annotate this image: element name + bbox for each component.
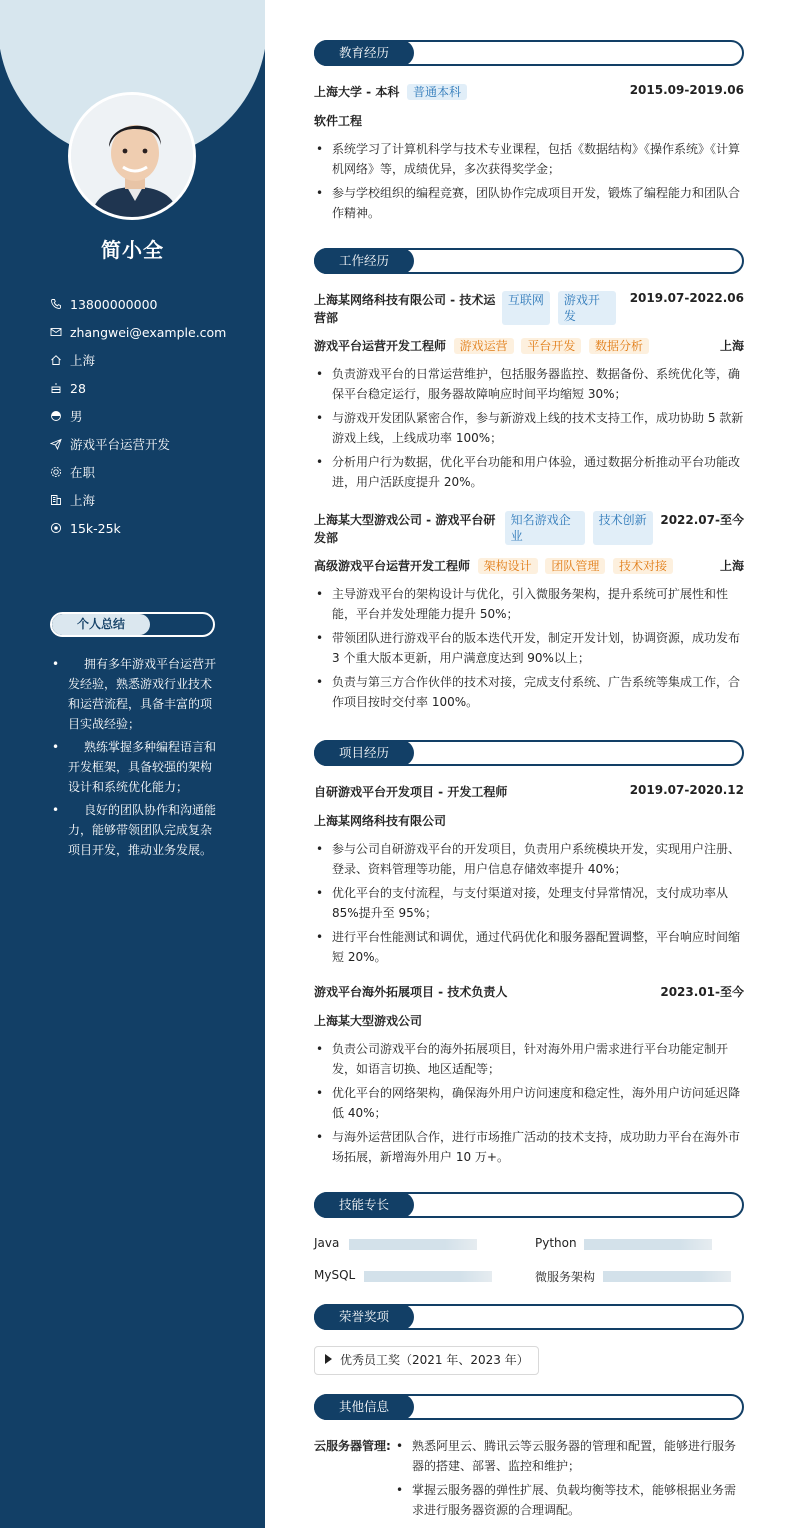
job-position: 游戏平台运营开发工程师: [314, 339, 447, 353]
skill-tag: 团队管理: [545, 558, 605, 574]
job-block: [314, 511, 744, 716]
skill-tag: 数据分析: [589, 338, 649, 354]
skill-bar: [364, 1271, 492, 1282]
job-block: [314, 291, 744, 496]
gender-icon: [50, 410, 62, 422]
section-awards-header: [314, 1304, 744, 1330]
contact-info: [50, 290, 226, 542]
mail-icon: [50, 326, 62, 338]
skill-name: MySQL: [314, 1268, 356, 1282]
job-list: [314, 364, 744, 492]
age-text: 28: [70, 380, 86, 396]
project-item: • 参与公司自研游戏平台的开发项目，负责用户系统模块开发，实现用户注册、登录、资料管理等功能，用户信息存储效率提升 40%；: [314, 839, 744, 879]
position-text: 游戏平台运营开发: [70, 437, 171, 452]
edu-item: • 系统学习了计算机科学与技术专业课程，包括《数据结构》《操作系统》《计算机网络》等，成绩优异，多次获得奖学金；: [314, 139, 744, 179]
section-title: 项目经历: [314, 740, 414, 766]
section-title: 其他信息: [314, 1394, 414, 1420]
project-name: 游戏平台海外拓展项目 - 技术负责人: [314, 985, 508, 999]
info-phone: [50, 290, 226, 318]
phone-text: 13800000000: [70, 296, 158, 312]
project-date: 2019.07-2020.12: [629, 783, 744, 797]
section-projects-header: [314, 740, 744, 766]
project-date: 2023.01-至今: [660, 985, 744, 999]
job-item: • 分析用户行为数据，优化平台功能和用户体验，通过数据分析推动平台功能改进，用户活跃度提升 20%。: [314, 452, 744, 492]
skill-bar: [603, 1271, 731, 1282]
section-skills-header: [314, 1192, 744, 1218]
project-item: • 与海外运营团队合作，进行市场推广活动的技术支持，成功助力平台在海外市场拓展，新增海外用户 10 万+。: [314, 1127, 744, 1167]
industry-tag: 技术创新: [593, 511, 653, 545]
sidebar: [0, 0, 265, 1528]
skill-bar: [584, 1239, 712, 1250]
job-item: • 主导游戏平台的架构设计与优化，引入微服务架构，提升系统可扩展性和性能，平台并发处理能力提升 50%；: [314, 584, 744, 624]
job-date: 2022.07-至今: [660, 513, 744, 527]
city-text: 上海: [70, 493, 96, 508]
skill-tag: 平台开发: [521, 338, 581, 354]
section-title: 教育经历: [314, 40, 414, 66]
summary-list: [68, 654, 218, 863]
skill-tag: 技术对接: [613, 558, 673, 574]
job-company: 上海某网络科技有限公司 - 技术运营部: [314, 293, 496, 325]
info-location: [50, 346, 226, 374]
salary-text: 15k-25k: [70, 520, 121, 536]
job-date: 2019.07-2022.06: [629, 291, 744, 305]
skill-name: Java: [314, 1236, 340, 1250]
job-company: 上海某大型游戏公司 - 游戏平台研发部: [314, 513, 496, 545]
info-status: [50, 458, 226, 486]
project-item: • 负责公司游戏平台的海外拓展项目，针对海外用户需求进行平台功能定制开发，如语言切换、地区适配等；: [314, 1039, 744, 1079]
info-gender: [50, 402, 226, 430]
phone-icon: [50, 298, 62, 310]
skill-bar: [349, 1239, 477, 1250]
project-item: • 进行平台性能测试和调优，通过代码优化和服务器配置调整，平台响应时间缩短 20%。: [314, 927, 744, 967]
award-item[interactable]: [314, 1346, 539, 1375]
project-item: • 优化平台的支付流程，与支付渠道对接，处理支付异常情况，支付成功率从 85%提升至 95%；: [314, 883, 744, 923]
project-company: 上海某大型游戏公司: [314, 1014, 423, 1028]
section-title: 工作经历: [314, 248, 414, 274]
job-item: • 负责与第三方合作伙伴的技术对接，完成支付系统、广告系统等集成工作，合作项目按时交付率 100%。: [314, 672, 744, 712]
industry-tag: 游戏开发: [558, 291, 616, 325]
project-company: 上海某网络科技有限公司: [314, 814, 447, 828]
building-icon: [50, 494, 62, 506]
summary-item: • 良好的团队协作和沟通能力，能够带领团队完成复杂项目开发，推动业务发展。: [68, 800, 218, 860]
project-item: • 优化平台的网络架构，确保海外用户访问速度和稳定性，海外用户访问延迟降低 40%；: [314, 1083, 744, 1123]
profile-name: 简小全: [101, 238, 164, 262]
job-item: • 负责游戏平台的日常运营维护，包括服务器监控、数据备份、系统优化等，确保平台稳定运行，服务器故障响应时间平均缩短 30%；: [314, 364, 744, 404]
job-item: • 与游戏开发团队紧密合作，参与新游戏上线的技术支持工作，成功协助 5 款新游戏上线，上线成功率 100%；: [314, 408, 744, 448]
salary-icon: [50, 522, 62, 534]
edu-item: • 参与学校组织的编程竞赛，团队协作完成项目开发，锻炼了编程能力和团队合作精神。: [314, 183, 744, 223]
summary-item: • 拥有多年游戏平台运营开发经验，熟悉游戏行业技术和运营流程，具备丰富的项目实战经验；: [68, 654, 218, 734]
job-city: 上海: [719, 339, 744, 353]
status-icon: [50, 466, 62, 478]
education-block: [314, 83, 744, 227]
other-item: • 熟悉阿里云、腾讯云等云服务器的管理和配置，能够进行服务器的搭建、部署、监控和维护；: [394, 1436, 744, 1476]
project-block: [314, 983, 744, 1171]
section-title: 技能专长: [314, 1192, 414, 1218]
info-age: [50, 374, 226, 402]
skill-name: 微服务架构: [535, 1270, 596, 1284]
other-list: [394, 1436, 744, 1524]
industry-tag: 知名游戏企业: [505, 511, 585, 545]
degree-tag: 普通本科: [407, 84, 467, 100]
project-list: [314, 1039, 744, 1167]
location-text: 上海: [70, 353, 96, 368]
section-other-header: [314, 1394, 744, 1420]
other-block: [314, 1436, 744, 1524]
summary-item: • 熟练掌握多种编程语言和开发框架，具备较强的架构设计和系统优化能力；: [68, 737, 218, 797]
status-text: 在职: [70, 465, 96, 480]
send-icon: [50, 438, 62, 450]
edu-date: 2015.09-2019.06: [629, 83, 744, 97]
other-label: 云服务器管理:: [314, 1439, 391, 1453]
project-list: [314, 839, 744, 967]
edu-list: [314, 139, 744, 223]
job-item: • 带领团队进行游戏平台的版本迭代开发，制定开发计划，协调资源，成功发布 3 个重大版本更新，用户满意度达到 90%以上；: [314, 628, 744, 668]
industry-tag: 互联网: [502, 291, 550, 325]
triangle-right-icon: [325, 1354, 332, 1364]
summary-title: 个人总结: [52, 614, 150, 635]
skill-name: Python: [535, 1236, 577, 1250]
summary-header: [50, 612, 215, 637]
section-title: 荣誉奖项: [314, 1304, 414, 1330]
project-name: 自研游戏平台开发项目 - 开发工程师: [314, 785, 508, 799]
job-position: 高级游戏平台运营开发工程师: [314, 559, 471, 573]
project-block: [314, 783, 744, 971]
home-icon: [50, 354, 62, 366]
skill-tag: 游戏运营: [454, 338, 514, 354]
job-city: 上海: [719, 559, 744, 573]
info-salary: [50, 514, 226, 542]
gender-text: 男: [70, 409, 83, 424]
avatar: [68, 92, 196, 220]
section-work-header: [314, 248, 744, 274]
major: 软件工程: [314, 114, 363, 128]
skill-tag: 架构设计: [478, 558, 538, 574]
age-icon: [50, 382, 62, 394]
email-text: zhangwei@example.com: [70, 324, 227, 340]
section-education-header: [314, 40, 744, 66]
other-item: • 掌握云服务器的弹性扩展、负载均衡等技术，能够根据业务需求进行服务器资源的合理调配。: [394, 1480, 744, 1520]
info-position: [50, 430, 226, 458]
award-text: 优秀员工奖（2021 年、2023 年）: [340, 1353, 529, 1367]
school-name: 上海大学 - 本科: [314, 85, 400, 99]
info-city: [50, 486, 226, 514]
info-email: [50, 318, 226, 346]
job-list: [314, 584, 744, 712]
